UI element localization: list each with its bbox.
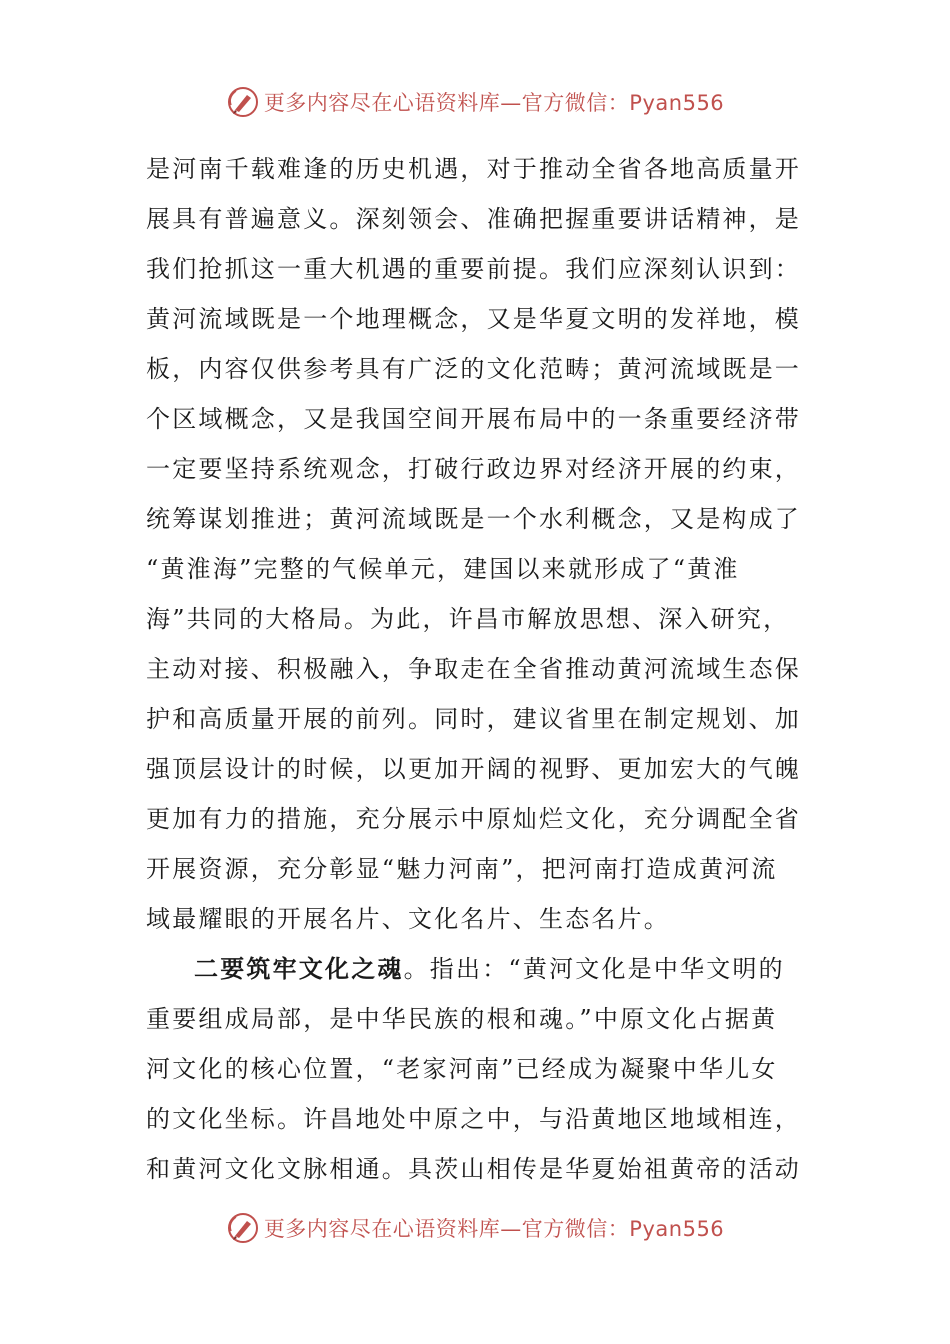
text-line: 开展资源，充分彰显“魅力河南”，把河南打造成黄河流 (146, 855, 778, 883)
text-line: 是河南千载难逢的历史机遇，对于推动全省各地高质量开 (146, 155, 801, 183)
text-line: 黄河流域既是一个地理概念，又是华夏文明的发祥地，模 (146, 305, 801, 333)
text-line: 的文化坐标。许昌地处中原之中，与沿黄地区地域相连， (146, 1105, 801, 1133)
text-line: 板，内容仅供参考具有广泛的文化范畴；黄河流域既是一 (146, 355, 801, 383)
text-line: 河文化的核心位置，“老家河南”已经成为凝聚中华儿女 (146, 1055, 778, 1083)
pen-nib-logo-icon (226, 1211, 260, 1245)
text-line: 护和高质量开展的前列。同时，建议省里在制定规划、加 (146, 705, 801, 733)
text-line: 域最耀眼的开展名片、文化名片、生态名片。 (146, 905, 670, 933)
watermark-text: 更多内容尽在心语资料库—官方微信：Pyan556 (263, 1217, 725, 1241)
text-line: 统筹谋划推进；黄河流域既是一个水利概念，又是构成了 (146, 505, 801, 533)
text-line: 展具有普遍意义。深刻领会、准确把握重要讲话精神，是 (146, 205, 801, 233)
text-line: 海”共同的大格局。为此，许昌市解放思想、深入研究， (146, 605, 790, 633)
paragraph-text: 。指出：“黄河文化是中华文明的 (403, 955, 785, 983)
text-line: “黄淮海”完整的气候单元，建国以来就形成了“黄淮 (146, 555, 740, 583)
text-line: 重要组成局部，是中华民族的根和魂。”中原文化占据黄 (146, 1005, 778, 1033)
footer-watermark (0, 1208, 950, 1248)
text-line: 个区域概念，又是我国空间开展布局中的一条重要经济带 (146, 405, 801, 433)
document-body (146, 144, 806, 1194)
pen-nib-logo-icon (226, 85, 260, 119)
text-line: 一定要坚持系统观念，打破行政边界对经济开展的约束， (146, 455, 801, 483)
text-line: 和黄河文化文脉相通。具茨山相传是华夏始祖黄帝的活动 (146, 1155, 801, 1183)
text-line: 更加有力的措施，充分展示中原灿烂文化，充分调配全省 (146, 805, 801, 833)
watermark-text: 更多内容尽在心语资料库—官方微信：Pyan556 (263, 91, 725, 115)
text-line: 主动对接、积极融入，争取走在全省推动黄河流域生态保 (146, 655, 801, 683)
paragraph-first-line (146, 944, 806, 994)
text-line: 强顶层设计的时候，以更加开阔的视野、更加宏大的气魄 (146, 755, 801, 783)
paragraph-heading: 二要筑牢文化之魂 (194, 954, 404, 983)
text-line: 我们抢抓这一重大机遇的重要前提。我们应深刻认识到： (146, 255, 801, 283)
header-watermark (0, 82, 950, 122)
